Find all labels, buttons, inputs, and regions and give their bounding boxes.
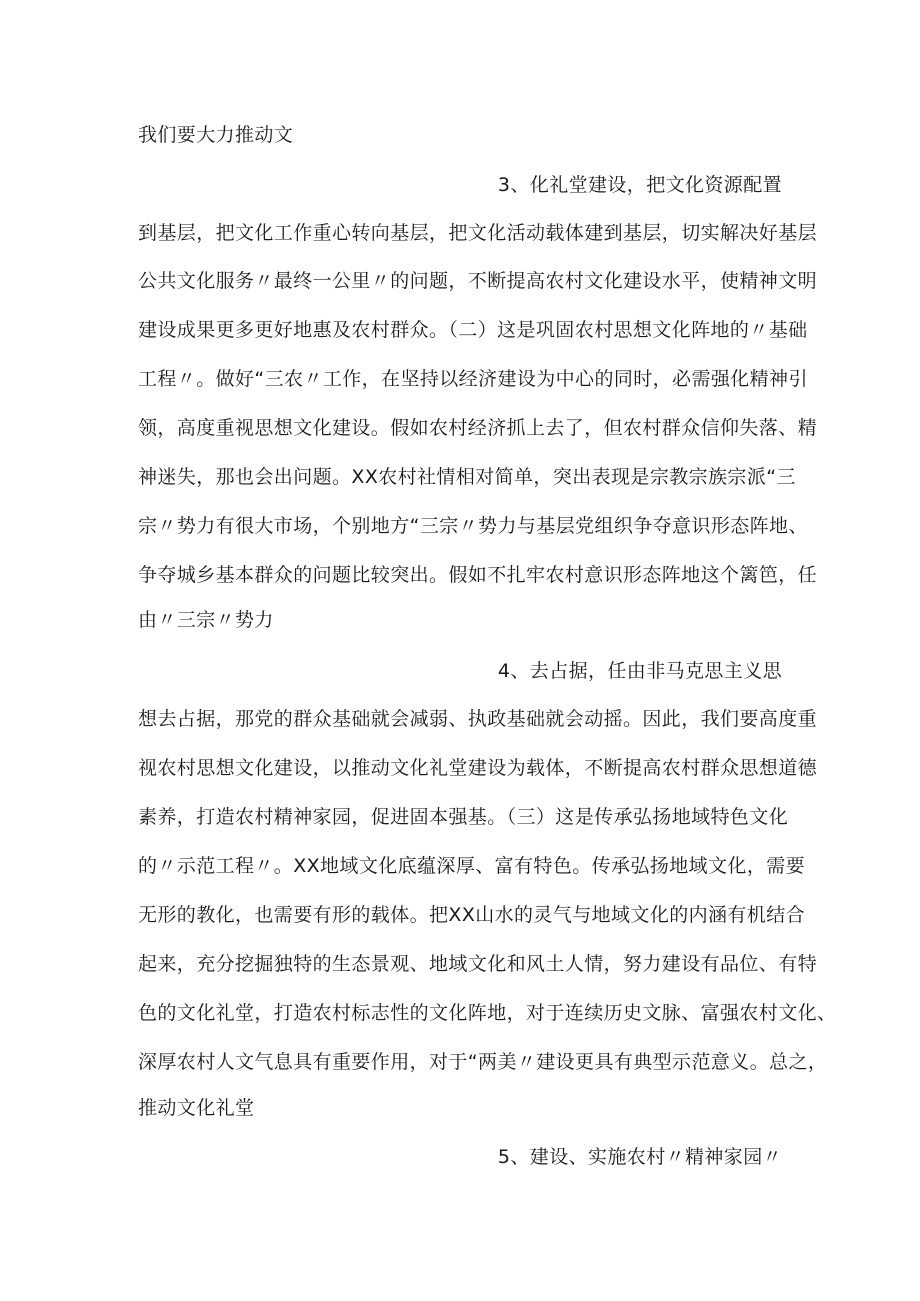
text-line: 无形的教化，也需要有形的载体。把XX山水的灵气与地域文化的内涵有机结合 [138,904,806,926]
text-line: 到基层，把文化工作重心转向基层，把文化活动载体建到基层，切实解决好基层 [138,222,818,244]
text-line: 的〃示范工程〃。XX地域文化底蕴深厚、富有特色。传承弘扬地域文化，需要 [138,855,806,877]
text-line: 公共文化服务〃最终一公里〃的问题，不断提高农村文化建设水平，使精神文明 [138,270,818,292]
text-line: 争夺城乡基本群众的问题比较突出。假如不扎牢农村意识形态阵地这个篱笆，任 [138,564,818,586]
text-line: 视农村思想文化建设，以推动文化礼堂建设为载体，不断提高农村群众思想道德 [138,757,818,779]
text-line: 工程〃。做好“三农〃工作，在坚持以经济建设为中心的同时，必需强化精神引 [138,368,808,390]
section-heading-5: 5、建设、实施农村〃精神家园〃 [497,1146,782,1168]
text-line: 宗〃势力有很大市场，个别地方“三宗〃势力与基层党组织争夺意识形态阵地、 [138,515,808,537]
text-line: 色的文化礼堂，打造农村标志性的文化阵地，对于连续历史文脉、富强农村文化、 [138,1002,837,1024]
text-line: 领，高度重视思想文化建设。假如农村经济抓上去了，但农村群众信仰失落、精 [138,417,818,439]
text-line: 建设成果更多更好地惠及农村群众。（二）这是巩固农村思想文化阵地的〃基础 [138,319,808,341]
text-line: 推动文化礼堂 [138,1097,255,1119]
text-line: 起来，充分挖掘独特的生态景观、地域文化和风土人情，努力建设有品位、有特 [138,953,818,975]
text-line: 素养，打造农村精神家园，促进固本强基。（三）这是传承弘扬地域特色文化 [138,806,789,828]
text-line: 深厚农村人文气息具有重要作用，对于“两美〃建设更具有典型示范意义。总之， [138,1051,828,1073]
text-line: 神迷失，那也会出问题。XX农村社情相对简单，突出表现是宗教宗族宗派“三 [138,466,796,488]
section-heading-4: 4、去占据，任由非马克思主义思 [497,660,782,682]
text-line: 想去占据，那党的群众基础就会减弱、执政基础就会动摇。因此，我们要高度重 [138,708,818,730]
text-line: 我们要大力推动文 [138,124,294,146]
section-heading-3: 3、化礼堂建设，把文化资源配置 [497,174,782,196]
text-line: 由〃三宗〃势力 [138,609,274,631]
